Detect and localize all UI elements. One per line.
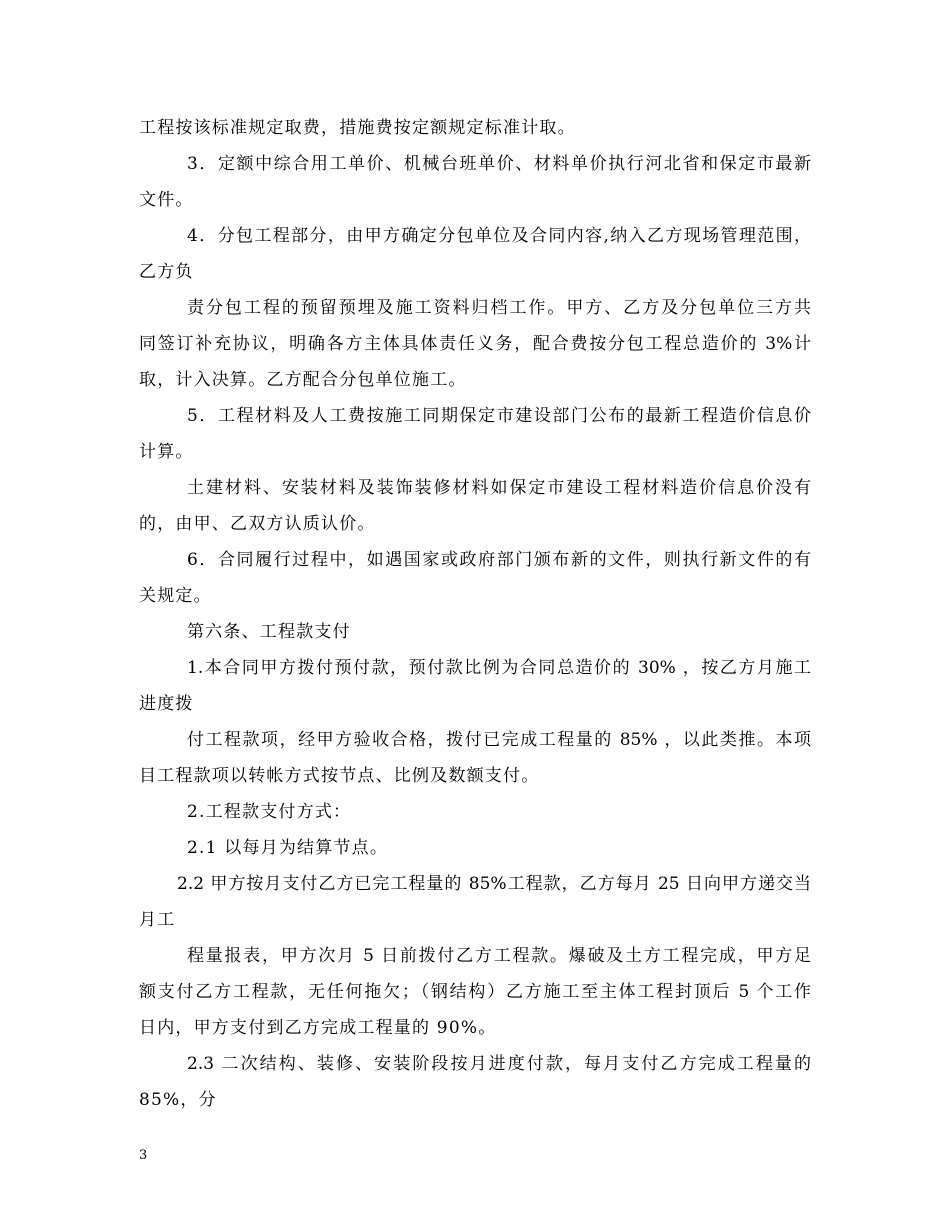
text-line: 85%，分 (139, 1090, 217, 1110)
text-line: 1.本合同甲方拨付预付款，预付款比例为合同总造价的 30% ，按乙方月施工 (187, 658, 811, 678)
text-line: 2.2 甲方按月支付乙方已完工程量的 85%工程款，乙方每月 25 日向甲方递交当 (177, 874, 811, 894)
text-line: 同签订补充协议，明确各方主体具体责任义务，配合费按分包工程总造价的 3%计 (139, 334, 811, 354)
text-line: 月工 (139, 910, 176, 930)
text-line: 2.3 二次结构、装修、安装阶段按月进度付款，每月支付乙方完成工程量的 (187, 1054, 811, 1074)
text-line: 日内，甲方支付到乙方完成工程量的 90%。 (139, 1018, 497, 1038)
page-number: 3 (139, 1148, 148, 1163)
text-line: 6．合同履行过程中，如遇国家或政府部门颁布新的文件，则执行新文件的有 (187, 550, 811, 570)
text-line: 关规定。 (139, 586, 212, 606)
text-line: 额支付乙方工程款，无任何拖欠；（钢结构）乙方施工至主体工程封顶后 5 个工作 (139, 982, 811, 1002)
section-heading: 第六条、工程款支付 (187, 622, 351, 642)
text-line: 的，由甲、乙双方认质认价。 (139, 514, 376, 534)
text-line: 文件。 (139, 190, 194, 210)
text-line: 进度拨 (139, 694, 194, 714)
text-line: 2.1 以每月为结算节点。 (187, 838, 389, 858)
text-line: 4．分包工程部分，由甲方确定分包单位及合同内容,纳入乙方现场管理范围， (187, 226, 811, 246)
text-line: 取，计入决算。乙方配合分包单位施工。 (139, 370, 467, 390)
text-line: 3．定额中综合用工单价、机械台班单价、材料单价执行河北省和保定市最新 (187, 154, 811, 174)
text-line: 目工程款项以转帐方式按节点、比例及数额支付。 (139, 766, 540, 786)
text-line: 5．工程材料及人工费按施工同期保定市建设部门公布的最新工程造价信息价 (187, 406, 811, 426)
text-line: 责分包工程的预留预埋及施工资料归档工作。甲方、乙方及分包单位三方共 (187, 298, 811, 318)
text-line: 付工程款项，经甲方验收合格，拨付已完成工程量的 85% ，以此类推。本项 (187, 730, 811, 750)
text-line: 计算。 (139, 442, 194, 462)
text-line: 土建材料、安装材料及装饰装修材料如保定市建设工程材料造价信息价没有 (187, 478, 811, 498)
text-line: 程量报表，甲方次月 5 日前拨付乙方工程款。爆破及土方工程完成，甲方足 (187, 946, 811, 966)
text-line: 乙方负 (139, 262, 194, 282)
text-line: 2.工程款支付方式： (187, 802, 352, 822)
text-line: 工程按该标准规定取费，措施费按定额规定标准计取。 (139, 118, 576, 138)
